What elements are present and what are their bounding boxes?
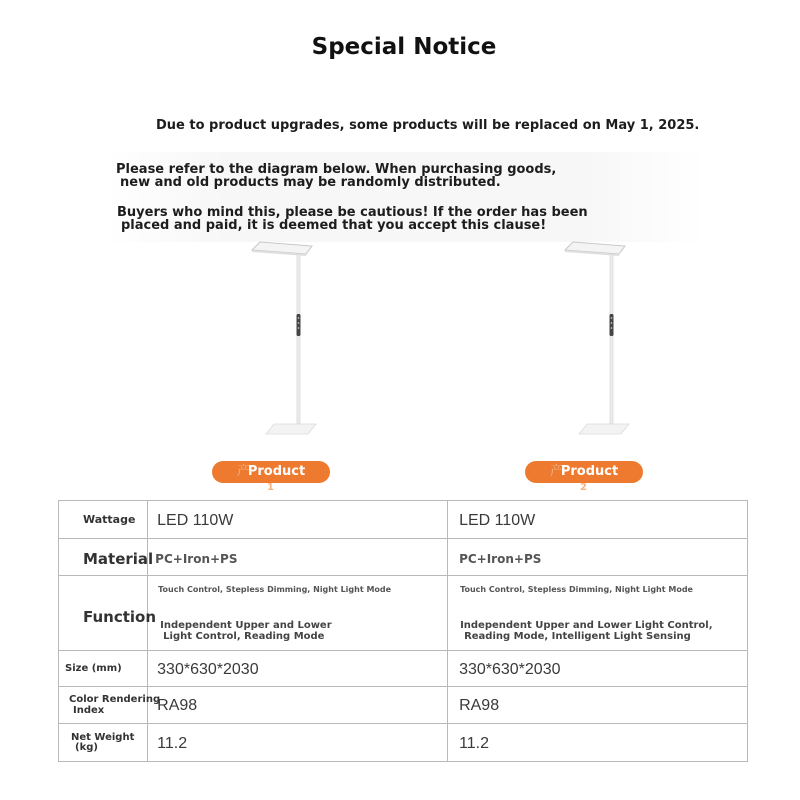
wattage-p2: LED 110W xyxy=(448,501,748,539)
table-row-wattage xyxy=(59,501,748,539)
function-label: Function xyxy=(59,576,148,651)
product-2-number: 2 xyxy=(580,482,587,493)
table-row-size xyxy=(59,651,748,687)
cri-p2: RA98 xyxy=(448,687,748,724)
material-p1: PC+Iron+PS xyxy=(148,539,448,576)
size-p1: 330*630*2030 xyxy=(148,651,448,687)
wattage-p1: LED 110W xyxy=(148,501,448,539)
size-label: Size (mm) xyxy=(59,651,148,687)
table-row-material xyxy=(59,539,748,576)
function-p1: Touch Control, Stepless Dimming, Night Light Mode Independent Upper and Lower Light Control, Reading Mode xyxy=(148,576,448,651)
table-row-weight xyxy=(59,724,748,762)
notice-line-2b: new and old products may be randomly distributed. xyxy=(120,175,501,190)
weight-p1: 11.2 xyxy=(148,724,448,762)
notice-line-2a: Please refer to the diagram below. When purchasing goods, xyxy=(116,162,557,177)
table-row-cri xyxy=(59,687,748,724)
notice-line-3b: placed and paid, it is deemed that you accept this clause! xyxy=(121,218,547,233)
weight-p2: 11.2 xyxy=(448,724,748,762)
product-2-badge xyxy=(525,461,643,483)
floor-lamp-icon xyxy=(563,238,633,438)
material-p2: PC+Iron+PS xyxy=(448,539,748,576)
function-p2: Touch Control, Stepless Dimming, Night Light Mode Independent Upper and Lower Light Control, Reading Mode, Intelligent Light Sensing xyxy=(448,576,748,651)
product-1-label: Product xyxy=(247,464,306,479)
product-2-label: Product xyxy=(560,464,619,479)
cri-label: Color Rendering Index xyxy=(59,687,148,724)
cri-p1: RA98 xyxy=(148,687,448,724)
notice-line-3a: Buyers who mind this, please be cautious! If the order has been xyxy=(117,205,588,220)
page-title: Special Notice xyxy=(311,34,497,60)
floor-lamp-icon xyxy=(250,238,320,438)
table-row-function xyxy=(59,576,748,651)
notice-line-1: Due to product upgrades, some products will be replaced on May 1, 2025. xyxy=(156,118,700,133)
wattage-label: Wattage xyxy=(59,501,148,539)
product-1-zh: 产 xyxy=(236,464,250,479)
material-label: Material xyxy=(59,539,148,576)
product-2-zh: 产 xyxy=(549,464,563,479)
product-1-badge xyxy=(212,461,330,483)
spec-table xyxy=(58,500,748,762)
weight-label: Net Weight (kg) xyxy=(59,724,148,762)
product-1-number: 1 xyxy=(267,482,274,493)
size-p2: 330*630*2030 xyxy=(448,651,748,687)
